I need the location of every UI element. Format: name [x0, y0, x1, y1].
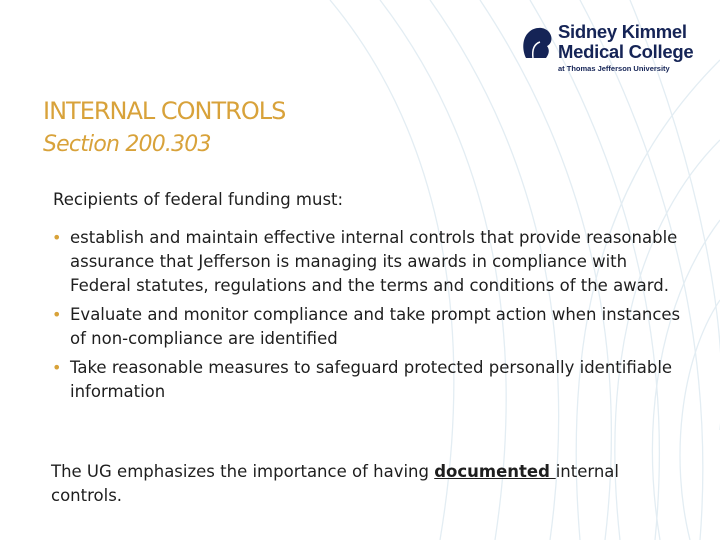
- bullet-text: establish and maintain effective internal controls that provide reasonable assurance that Jefferson is managing its awards in compliance with Federal statutes, regulations and the terms and conditions of the award.: [70, 228, 678, 295]
- bullet-item: [52, 303, 692, 351]
- closing-text-start: The UG emphasizes the importance of having: [51, 462, 435, 481]
- jefferson-logo-icon: [520, 24, 554, 60]
- closing-emphasis: documented: [434, 462, 556, 481]
- bullet-icon: •: [52, 305, 62, 324]
- slide-title: INTERNAL CONTROLS: [43, 97, 286, 125]
- closing-text: [51, 460, 691, 508]
- bullet-text: Evaluate and monitor compliance and take prompt action when instances of non-compliance are identified: [70, 305, 681, 348]
- bullet-icon: •: [52, 228, 62, 247]
- logo-line-2: Medical College: [558, 41, 694, 62]
- bullet-list: [52, 226, 692, 409]
- closing-text-end: internal controls.: [51, 462, 619, 505]
- intro-text: Recipients of federal funding must:: [53, 190, 344, 209]
- logo-line-1: Sidney Kimmel: [558, 21, 687, 42]
- logo: [520, 22, 700, 74]
- bullet-item: [52, 226, 692, 298]
- bullet-item: [52, 356, 692, 404]
- logo-line-3: at Thomas Jefferson University: [558, 64, 670, 73]
- bullet-icon: •: [52, 358, 62, 377]
- slide-subtitle: Section 200.303: [43, 132, 211, 157]
- bullet-text: Take reasonable measures to safeguard protected personally identifiable information: [70, 358, 673, 401]
